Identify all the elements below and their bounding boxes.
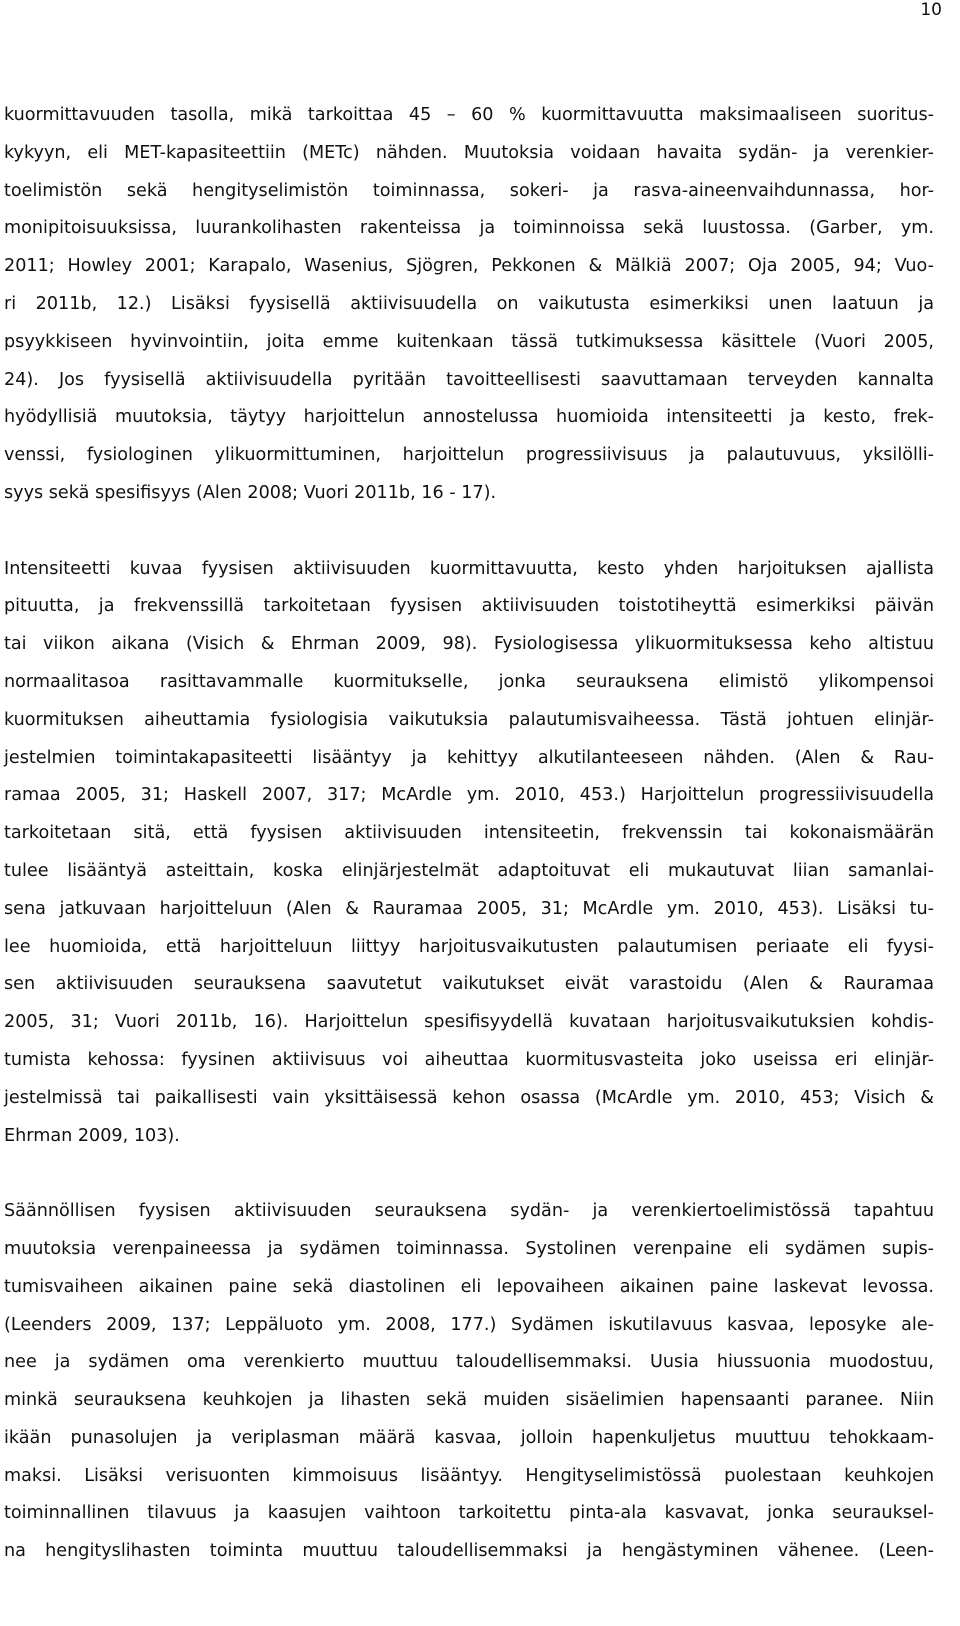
text-line: normaalitasoa rasittavammalle kuormitukselle, jonka seurauksena elimistö ylikompensoi (4, 671, 934, 692)
paragraph-3 (4, 1193, 934, 1571)
text-line: pituutta, ja frekvenssillä tarkoitetaan fyysisen aktiivisuuden toistotiheyttä esimerkiksi päivän (4, 596, 934, 617)
text-line: syys sekä spesifisyys (Alen 2008; Vuori 2011b, 16 - 17). (4, 482, 497, 503)
text-line: nee ja sydämen oma verenkierto muuttuu taloudellisemmaksi. Uusia hiussuonia muodostuu, (4, 1352, 934, 1373)
text-line: (Leenders 2009, 137; Leppäluoto ym. 2008, 177.) Sydämen iskutilavuus kasvaa, leposyke ale- (4, 1314, 934, 1335)
paragraph-2 (4, 551, 934, 1156)
text-line: ri 2011b, 12.) Lisäksi fyysisellä aktiivisuudella on vaikutusta esimerkiksi unen laatuun ja (4, 293, 934, 314)
text-line: 2005, 31; Vuori 2011b, 16). Harjoittelun spesifisyydellä kuvataan harjoitusvaikutuksien kohdis- (4, 1012, 934, 1033)
text-line: tumista kehossa: fyysinen aktiivisuus voi aiheuttaa kuormitusvasteita joko useissa eri elinjär- (4, 1049, 934, 1070)
text-line: minkä seurauksena keuhkojen ja lihasten sekä muiden sisäelimien hapensaanti paranee. Niin (4, 1390, 934, 1411)
text-line: 24). Jos fyysisellä aktiivisuudella pyritään tavoitteellisesti saavuttamaan terveyden kannalta (4, 369, 934, 390)
text-line: venssi, fysiologinen ylikuormittuminen, harjoittelun progressiivisuus ja palautuvuus, yksilölli- (4, 445, 934, 466)
text-line: tarkoitetaan sitä, että fyysisen aktiivisuuden intensiteetin, frekvenssin tai kokonaismäärän (4, 823, 934, 844)
text-line: Intensiteetti kuvaa fyysisen aktiivisuuden kuormittavuutta, kesto yhden harjoituksen ajallista (4, 558, 934, 579)
text-line: ramaa 2005, 31; Haskell 2007, 317; McArdle ym. 2010, 453.) Harjoittelun progressiivisuudella (4, 785, 934, 806)
text-line: muutoksia verenpaineessa ja sydämen toiminnassa. Systolinen verenpaine eli sydämen supis- (4, 1238, 934, 1259)
page-number: 10 (920, 0, 942, 20)
text-line: monipitoisuuksissa, luurankolihasten rakenteissa ja toiminnoissa sekä luustossa. (Garber, ym. (4, 218, 934, 239)
paragraph-1 (4, 97, 934, 513)
text-line: toiminnallinen tilavuus ja kaasujen vaihtoon tarkoitettu pinta-ala kasvavat, jonka seurauksel- (4, 1503, 934, 1524)
text-line: jestelmien toimintakapasiteetti lisääntyy ja kehittyy alkutilanteeseen nähden. (Alen & Rau- (4, 747, 934, 768)
text-line: tumisvaiheen aikainen paine sekä diastolinen eli lepovaiheen aikainen paine laskevat levossa. (4, 1276, 934, 1297)
text-line: hyödyllisiä muutoksia, täytyy harjoittelun annostelussa huomioida intensiteetti ja kesto, frek- (4, 407, 934, 428)
document-body (4, 97, 934, 1571)
text-line: na hengityslihasten toiminta muuttuu taloudellisemmaksi ja hengästyminen vähenee. (Leen- (4, 1541, 934, 1562)
text-line: jestelmissä tai paikallisesti vain yksittäisessä kehon osassa (McArdle ym. 2010, 453; Visich & (4, 1087, 934, 1108)
text-line: sena jatkuvaan harjoitteluun (Alen & Rauramaa 2005, 31; McArdle ym. 2010, 453). Lisäksi tu- (4, 898, 934, 919)
text-line: tulee lisääntyä asteittain, koska elinjärjestelmät adaptoituvat eli mukautuvat liian samanlai- (4, 860, 934, 881)
text-line: lee huomioida, että harjoitteluun liittyy harjoitusvaikutusten palautumisen periaate eli fyysi- (4, 936, 934, 957)
text-line: Säännöllisen fyysisen aktiivisuuden seurauksena sydän- ja verenkiertoelimistössä tapahtuu (4, 1201, 934, 1222)
text-line: kuormituksen aiheuttamia fysiologisia vaikutuksia palautumisvaiheessa. Tästä johtuen elinjär- (4, 709, 934, 730)
text-line: toelimistön sekä hengityselimistön toiminnassa, sokeri- ja rasva-aineenvaihdunnassa, hor- (4, 180, 934, 201)
text-line: kykyyn, eli MET-kapasiteettiin (METc) nähden. Muutoksia voidaan havaita sydän- ja verenkier- (4, 142, 934, 163)
text-line: tai viikon aikana (Visich & Ehrman 2009, 98). Fysiologisessa ylikuormituksessa keho altistuu (4, 634, 934, 655)
text-line: ikään punasolujen ja veriplasman määrä kasvaa, jolloin hapenkuljetus muuttuu tehokkaam- (4, 1427, 934, 1448)
text-line: sen aktiivisuuden seurauksena saavutetut vaikutukset eivät varastoidu (Alen & Rauramaa (4, 974, 934, 995)
text-line: psyykkiseen hyvinvointiin, joita emme kuitenkaan tässä tutkimuksessa käsittele (Vuori 2005, (4, 331, 934, 352)
text-line: kuormittavuuden tasolla, mikä tarkoittaa 45 – 60 % kuormittavuutta maksimaaliseen suoritus- (4, 105, 934, 125)
text-line: Ehrman 2009, 103). (4, 1125, 180, 1146)
text-line: 2011; Howley 2001; Karapalo, Wasenius, Sjögren, Pekkonen & Mälkiä 2007; Oja 2005, 94; Vuo- (4, 256, 934, 277)
text-line: maksi. Lisäksi verisuonten kimmoisuus lisääntyy. Hengityselimistössä puolestaan keuhkojen (4, 1465, 934, 1486)
